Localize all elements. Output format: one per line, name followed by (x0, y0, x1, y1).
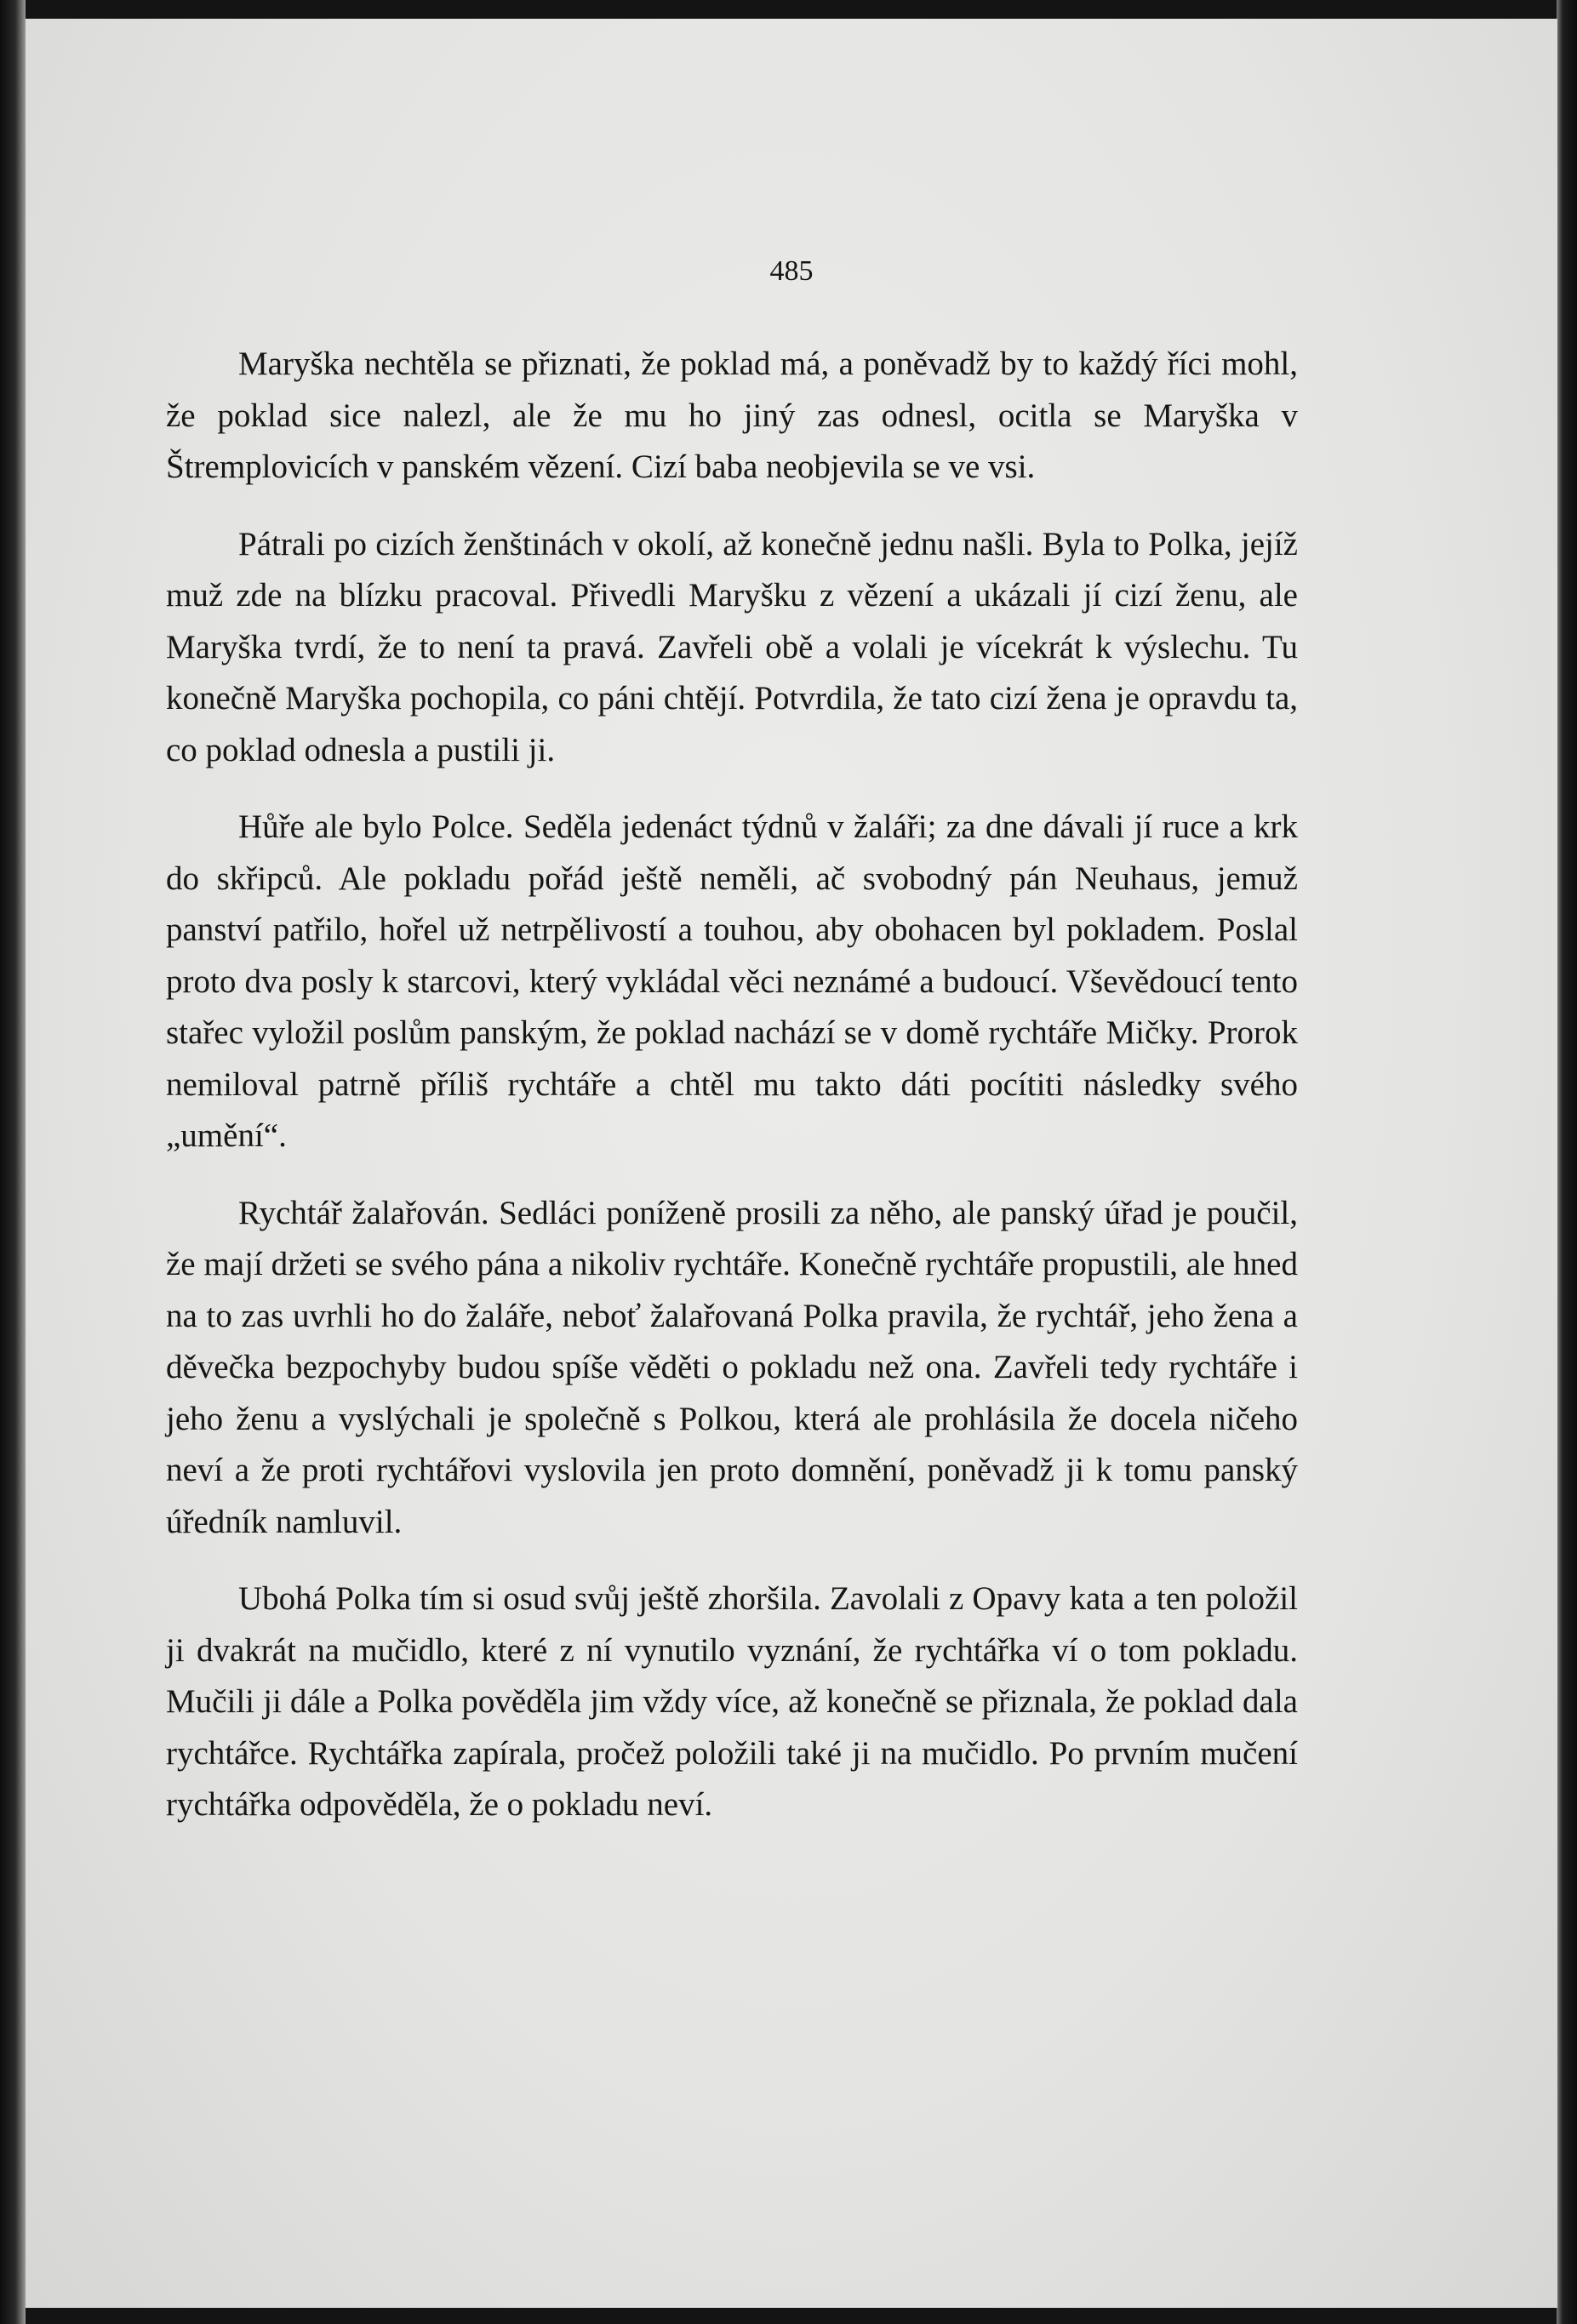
page-number: 485 (769, 255, 814, 287)
paragraph-5: Ubohá Polka tím si osud svůj ještě zhoršila. Zavolali z Opavy kata a ten položil ji dvakrát na mučidlo, které z ní vynutilo vyznání, že rychtářka ví o tom pokladu. Mučili ji dále a Polka pověděla jim vždy více, až konečně se přiznala, že poklad dala rychtářce. Rychtářka zapírala, pročež položili také ji na mučidlo. Po prvním mučení rychtářka odpověděla, že o pokladu neví. (166, 1580, 1298, 1823)
scan-right-edge (1557, 0, 1577, 2324)
paragraph-3: Hůře ale bylo Polce. Seděla jedenáct týdnů v žaláři; za dne dávali jí ruce a krk do skřipců. Ale pokladu pořád ještě neměli, ač svobodný pán Neuhaus, jemuž panství patřilo, hořel už netrpělivostí a touhou, aby obohacen byl pokladem. Poslal proto dva posly k starcovi, který vykládal věci neznámé a budoucí. Vševědoucí tento stařec vyložil poslům panským, že poklad nachází se v domě rychtáře Mičky. Prorok nemiloval patrně příliš rychtáře a chtěl mu takto dáti pocítiti následky svého „umění“. (166, 808, 1298, 1154)
scan-left-edge (0, 0, 26, 2324)
paragraph-1: Maryška nechtěla se přiznati, že poklad má, a poněvadž by to každý říci mohl, že poklad sice nalezl, ale že mu ho jiný zas odnesl, ocitla se Maryška v Štremplovicích v panském vězení. Cizí baba neobjevila se ve vsi. (166, 345, 1298, 485)
book-page (26, 19, 1557, 2308)
page-text (166, 339, 1298, 1857)
paragraph-4: Rychtář žalařován. Sedláci poníženě prosili za něho, ale panský úřad je poučil, že mají držeti se svého pána a nikoliv rychtáře. Konečně rychtáře propustili, ale hned na to zas uvrhli ho do žaláře, neboť žalařovaná Polka pravila, že rychtář, jeho žena a děvečka bezpochyby budou spíše věděti o pokladu než ona. Zavřeli tedy rychtáře i jeho ženu a vyslýchali je společně s Polkou, která ale prohlásila že docela ničeho neví a že proti rychtářovi vyslovila jen proto domnění, poněvadž ji k tomu panský úředník namluvil. (166, 1194, 1298, 1540)
paragraph-2: Pátrali po cizích ženštinách v okolí, až konečně jednu našli. Byla to Polka, jejíž muž zde na blízku pracoval. Přivedli Maryšku z vězení a ukázali jí cizí ženu, ale Maryška tvrdí, že to není ta pravá. Zavřeli obě a volali je vícekrát k výslechu. Tu konečně Maryška pochopila, co páni chtějí. Potvrdila, že tato cizí žena je opravdu ta, co poklad odnesla a pustili ji. (166, 525, 1298, 768)
